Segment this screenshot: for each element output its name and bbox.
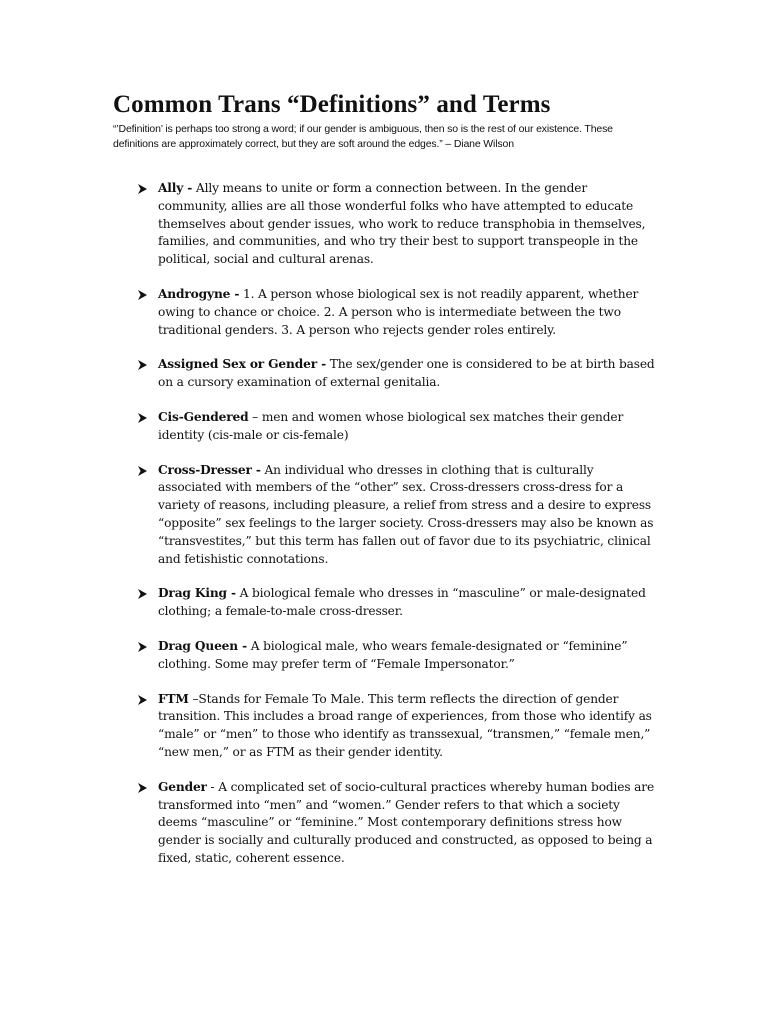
term-definition: – men and women whose biological sex matches their gender identity (cis-male or cis-female)	[158, 409, 624, 442]
term-entry-ftm	[138, 691, 658, 762]
term-entry-ally	[138, 180, 658, 269]
term-definition: A biological male, who wears female-designated or “feminine” clothing. Some may prefer term of “Female Impersonator.”	[158, 638, 628, 671]
arrowhead-bullet-icon	[138, 184, 147, 194]
term-name: Drag Queen -	[158, 638, 247, 653]
term-entry-gender	[138, 779, 658, 868]
term-entry-drag-king	[138, 585, 658, 621]
term-definition: 1. A person whose biological sex is not readily apparent, whether owing to chance or choice. 2. A person who is intermediate between the two traditional genders. 3. A person who rejects gender roles entirely.	[158, 286, 639, 337]
term-name: Androgyne -	[158, 286, 240, 301]
arrowhead-bullet-icon	[138, 413, 147, 423]
term-definition: A biological female who dresses in “masculine” or male-designated clothing; a female-to-male cross-dresser.	[158, 586, 646, 619]
term-definition: The sex/gender one is considered to be at birth based on a cursory examination of external genitalia.	[158, 357, 655, 390]
term-name: Cis-Gendered	[158, 409, 249, 424]
arrowhead-bullet-icon	[138, 783, 147, 793]
term-entry-assigned-sex	[138, 356, 658, 392]
arrowhead-bullet-icon	[138, 466, 147, 476]
arrowhead-bullet-icon	[138, 642, 147, 652]
term-name: Ally -	[158, 181, 193, 195]
term-definition: An individual who dresses in clothing that is culturally associated with members of the “other” sex. Cross-dressers cross-dress for a variety of reasons, including pleasure, a relief from stress and a desire to express “opposite” sex feelings to the larger society. Cross-dressers may also be known as “transvestites,” but this term has fallen out of favor due to its psychiatric, clinical and fetishistic connotations.	[158, 462, 654, 566]
arrowhead-bullet-icon	[138, 589, 147, 599]
arrowhead-bullet-icon	[138, 695, 147, 705]
term-definition: –Stands for Female To Male. This term reflects the direction of gender transition. This includes a broad range of experiences, from those who identify as “male” or “men” to those who identify as transsexual, “transmen,” “female men,” “new men,” or as FTM as their gender identity.	[158, 691, 652, 759]
terms-list	[138, 180, 658, 868]
term-name: Cross-Dresser -	[158, 462, 261, 477]
term-entry-cis-gendered	[138, 409, 658, 445]
term-name: FTM	[158, 691, 189, 706]
arrowhead-bullet-icon	[138, 360, 147, 370]
term-name: Assigned Sex or Gender -	[158, 357, 326, 372]
page-title: Common Trans “Definitions” and Terms	[113, 91, 551, 118]
term-entry-cross-dresser	[138, 462, 658, 569]
term-entry-androgyne	[138, 286, 658, 339]
term-name: Drag King -	[158, 586, 236, 601]
term-name: Gender	[158, 779, 207, 794]
arrowhead-bullet-icon	[138, 290, 147, 300]
term-definition: Ally means to unite or form a connection between. In the gender community, allies are all those wonderful folks who have attempted to educate themselves about gender issues, who work to reduce transphobia in themselves, families, and communities, and who try their best to support transpeople in the political, social and cultural arenas.	[158, 181, 646, 267]
term-definition: - A complicated set of socio-cultural practices whereby human bodies are transformed into “men” and “women.” Gender refers to that which a society deems “masculine” or “feminine.” Most contemporary definitions stress how gender is socially and culturally produced and constructed, as opposed to being a fixed, static, coherent essence.	[158, 779, 655, 865]
epigraph-quote: “’Definition’ is perhaps too strong a word; if our gender is ambiguous, then so is the rest of our existence. These definitions are approximately correct, but they are soft around the edges.” – Diane Wilson	[113, 123, 613, 150]
term-entry-drag-queen	[138, 638, 658, 674]
